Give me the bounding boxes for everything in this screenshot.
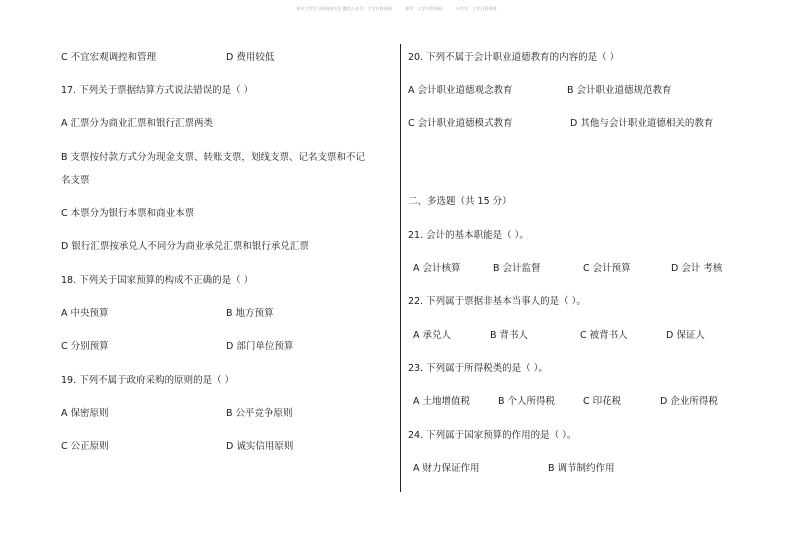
q21-stem: 21. 会计的基本职能是（ ）。 — [408, 230, 529, 241]
q18-option-d: D 部门单位预算 — [226, 341, 294, 352]
q22-stem: 22. 下列属于票据非基本当事人的是（ ）。 — [408, 296, 586, 307]
q20-option-b: B 会计职业道德规范教育 — [567, 85, 672, 96]
q22-option-b: B 背书人 — [490, 330, 529, 341]
q18-option-c: C 分别预算 — [61, 341, 109, 352]
q16-option-c: C 不宜宏观调控和管理 — [61, 52, 157, 63]
q24-option-a: A 财力保证作用 — [413, 463, 480, 474]
q20-option-d: D 其他与会计职业道德相关的教育 — [570, 118, 714, 129]
q23-option-a: A 土地增值税 — [413, 396, 471, 407]
header-xiaohongshu: 小红书：大学百科资料 — [455, 6, 497, 11]
q17-option-b-line1: B 支票按付款方式分为现金支票、转账支票，划线支票、记名支票和不记 — [61, 152, 366, 163]
q24-option-b: B 调节制约作用 — [548, 463, 615, 474]
q18-option-b: B 地方预算 — [226, 308, 274, 319]
column-divider — [400, 44, 401, 492]
q17-stem: 17. 下列关于票据结算方式说法错误的是（ ） — [61, 85, 254, 96]
q17-option-d: D 银行汇票按承兑人不同分为商业承兑汇票和银行承兑汇票 — [61, 241, 309, 252]
q17-option-b-line2: 名支票 — [61, 175, 90, 186]
q20-option-a: A 会计职业道德观念教育 — [408, 85, 513, 96]
q19-option-c: C 公正原则 — [61, 441, 109, 452]
q23-stem: 23. 下列属于所得税类的是（ ）。 — [408, 363, 548, 374]
header-wechat: 更多大学学习资料请关注 微信公众号：大学百科资料 — [296, 6, 392, 11]
page-header — [0, 6, 793, 12]
q16-option-d: D 费用较低 — [226, 52, 275, 63]
q22-option-c: C 被背书人 — [580, 330, 628, 341]
q22-option-d: D 保证人 — [666, 330, 705, 341]
q17-option-a: A 汇票分为商业汇票和银行汇票两类 — [61, 118, 214, 129]
q21-option-b: B 会计监督 — [493, 263, 541, 274]
q19-option-d: D 诚实信用原则 — [226, 441, 294, 452]
q19-stem: 19. 下列不属于政府采购的原则的是（ ） — [61, 375, 235, 386]
q23-option-d: D 企业所得税 — [660, 396, 718, 407]
q23-option-c: C 印花税 — [583, 396, 622, 407]
q21-option-c: C 会计预算 — [583, 263, 631, 274]
q17-option-c: C 本票分为银行本票和商业本票 — [61, 208, 195, 219]
q23-option-b: B 个人所得税 — [498, 396, 556, 407]
header-zhihu: 知乎：大学百科资料 — [405, 6, 443, 11]
section-heading: 二、多选题（共 15 分） — [408, 196, 512, 207]
q20-option-c: C 会计职业道德模式教育 — [408, 118, 513, 129]
q24-stem: 24. 下列属于国家预算的作用的是（ ）。 — [408, 430, 577, 441]
q18-option-a: A 中央预算 — [61, 308, 109, 319]
q18-stem: 18. 下列关于国家预算的构成不正确的是（ ） — [61, 275, 254, 286]
q21-option-a: A 会计核算 — [413, 263, 461, 274]
q19-option-a: A 保密原则 — [61, 408, 109, 419]
q21-option-d: D 会计 考核 — [671, 263, 723, 274]
q19-option-b: B 公平竞争原则 — [226, 408, 293, 419]
q22-option-a: A 承兑人 — [413, 330, 452, 341]
q20-stem: 20. 下列不属于会计职业道德教育的内容的是（ ） — [408, 52, 620, 63]
